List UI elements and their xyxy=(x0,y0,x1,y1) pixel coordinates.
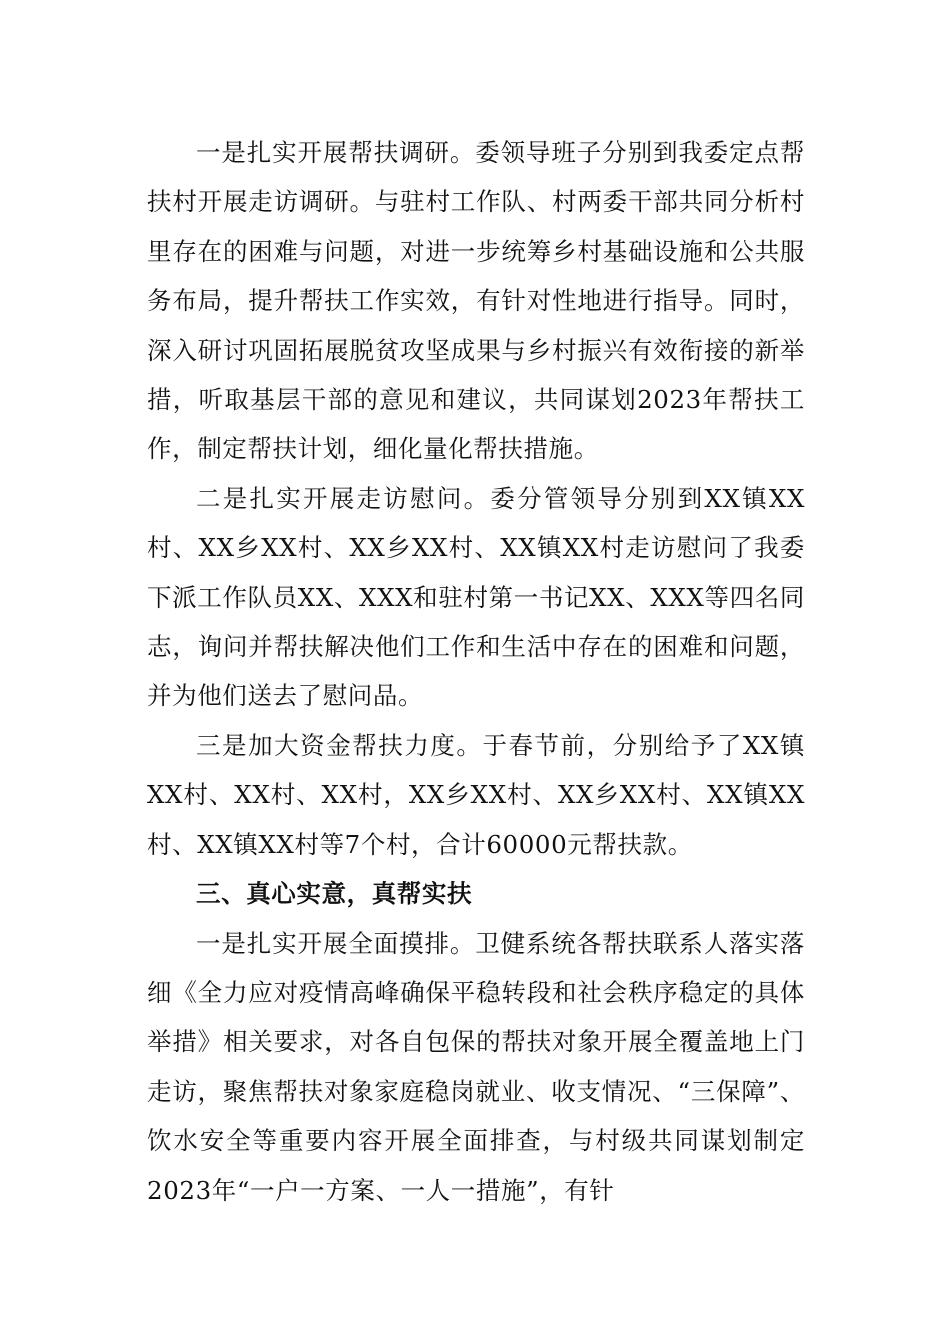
paragraph-funding: 三是加大资金帮扶力度。于春节前，分别给予了XX镇XX村、XX村、XX村，XX乡XX村、XX乡XX村、XX镇XX村、XX镇XX村等7个村，合计60000元帮扶款。 xyxy=(147,730,805,859)
section-heading: 三、真心实意，真帮实扶 xyxy=(196,879,473,909)
paragraph-survey: 一是扎实开展全面摸排。卫健系统各帮扶联系人落实落细《全力应对疫情高峰确保平稳转段和社会秩序稳定的具体举措》相关要求，对各自包保的帮扶对象开展全覆盖地上门走访，聚焦帮扶对象家庭稳岗就业、收支情况、“三保障”、饮水安全等重要内容开展全面排查，与村级共同谋划制定2023年“一户一方案、一人一措施”，有针 xyxy=(147,928,805,1205)
paragraph-research: 一是扎实开展帮扶调研。委领导班子分别到我委定点帮扶村开展走访调研。与驻村工作队、村两委干部共同分析村里存在的困难与问题，对进一步统筹乡村基础设施和公共服务布局，提升帮扶工作实效，有针对性地进行指导。同时，深入研讨巩固拓展脱贫攻坚成果与乡村振兴有效衔接的新举措，听取基层干部的意见和建议，共同谋划2023年帮扶工作，制定帮扶计划，细化量化帮扶措施。 xyxy=(147,138,805,464)
document-body xyxy=(147,128,805,1215)
paragraph-visits: 二是扎实开展走访慰问。委分管领导分别到XX镇XX村、XX乡XX村、XX乡XX村、XX镇XX村走访慰问了我委下派工作队员XX、XXX和驻村第一书记XX、XXX等四名同志，询问并帮扶解决他们工作和生活中存在的困难和问题，并为他们送去了慰问品。 xyxy=(147,483,805,711)
